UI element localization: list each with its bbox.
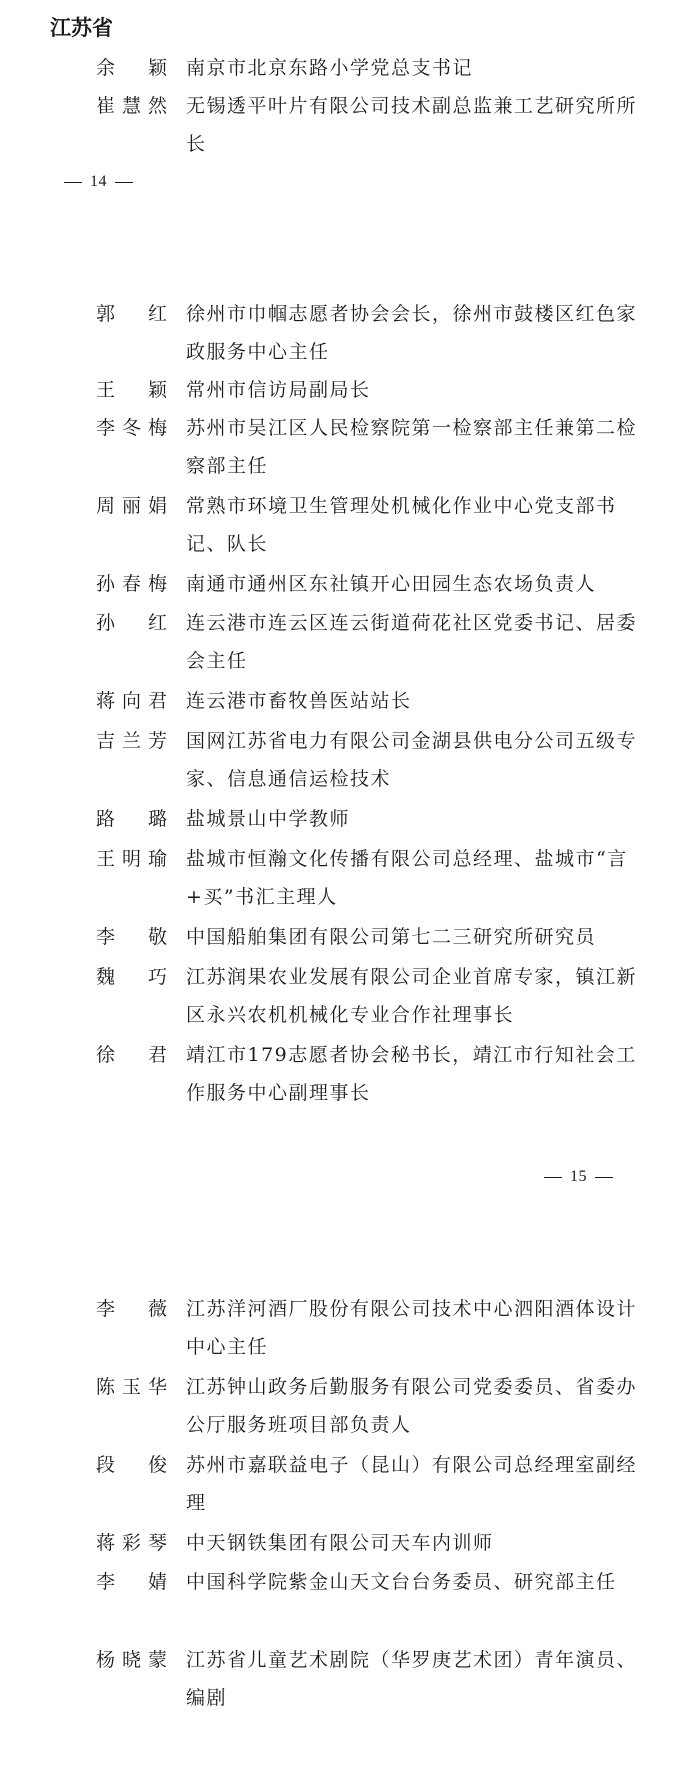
page-number [544,1165,613,1189]
person-title: 常熟市环境卫生管理处机械化作业中心党支部书记、队长 [186,495,617,555]
person-name: 王明瑜 [96,848,168,870]
person-title: 南京市北京东路小学党总支书记 [186,57,474,79]
person-name: 周丽娟 [96,495,168,517]
person-title: 中天钢铁集团有限公司天车内训师 [186,1532,494,1554]
person-title: 徐州市巾帼志愿者协会会长，徐州市鼓楼区红色家政服务中心主任 [186,303,638,363]
person-title: 苏州市嘉联益电子（昆山）有限公司总经理室副经理 [186,1454,638,1514]
person-title: 国网江苏省电力有限公司金湖县供电分公司五级专家、信息通信运检技术 [186,730,638,790]
person-name: 魏 巧 [96,966,168,988]
dash-left [544,1177,562,1178]
person-title: 无锡透平叶片有限公司技术副总监兼工艺研究所所长 [186,95,638,155]
person-name: 蒋向君 [96,690,168,712]
person-name: 陈玉华 [96,1376,168,1398]
person-title: 南通市通州区东社镇开心田园生态农场负责人 [186,573,597,595]
person-title: 江苏钟山政务后勤服务有限公司党委委员、省委办公厅服务班项目部负责人 [186,1376,638,1436]
person-name: 吉兰芳 [96,730,168,752]
person-title: 中国船舶集团有限公司第七二三研究所研究员 [186,926,597,948]
person-name: 蒋彩琴 [96,1532,168,1554]
page-number [64,170,133,194]
dash-left [64,182,82,183]
person-name: 徐 君 [96,1044,168,1066]
person-title: 盐城市恒瀚文化传播有限公司总经理、盐城市“言+买”书汇主理人 [186,848,628,908]
dash-right [595,1177,613,1178]
person-title: 中国科学院紫金山天文台台务委员、研究部主任 [186,1571,617,1593]
person-name: 余 颖 [96,57,168,79]
person-name: 段 俊 [96,1454,168,1476]
person-name: 路 璐 [96,808,168,830]
person-name: 杨晓蒙 [96,1649,168,1671]
person-name: 崔慧然 [96,95,168,117]
person-title: 江苏省儿童艺术剧院（华罗庚艺术团）青年演员、编剧 [186,1649,638,1709]
person-title: 盐城景山中学教师 [186,808,351,830]
person-name: 李 敬 [96,926,168,948]
person-title: 江苏洋河酒厂股份有限公司技术中心泗阳酒体设计中心主任 [186,1298,638,1358]
person-title: 靖江市179志愿者协会秘书长，靖江市行知社会工作服务中心副理事长 [186,1044,637,1104]
page-number-text: 14 [90,173,107,190]
person-title: 常州市信访局副局长 [186,379,371,401]
person-name: 李冬梅 [96,417,168,439]
person-title: 连云港市连云区连云街道荷花社区党委书记、居委会主任 [186,612,638,672]
dash-right [115,182,133,183]
page-number-text: 15 [570,1168,587,1185]
person-title: 连云港市畜牧兽医站站长 [186,690,412,712]
person-name: 李 婧 [96,1571,168,1593]
person-name: 李 薇 [96,1298,168,1320]
person-title: 江苏润果农业发展有限公司企业首席专家，镇江新区永兴农机机械化专业合作社理事长 [186,966,638,1026]
person-name: 郭 红 [96,303,168,325]
person-name: 孙 红 [96,612,168,634]
person-name: 孙春梅 [96,573,168,595]
person-name: 王 颖 [96,379,168,401]
province-heading: 江苏省 [50,16,113,40]
person-title: 苏州市吴江区人民检察院第一检察部主任兼第二检察部主任 [186,417,638,477]
